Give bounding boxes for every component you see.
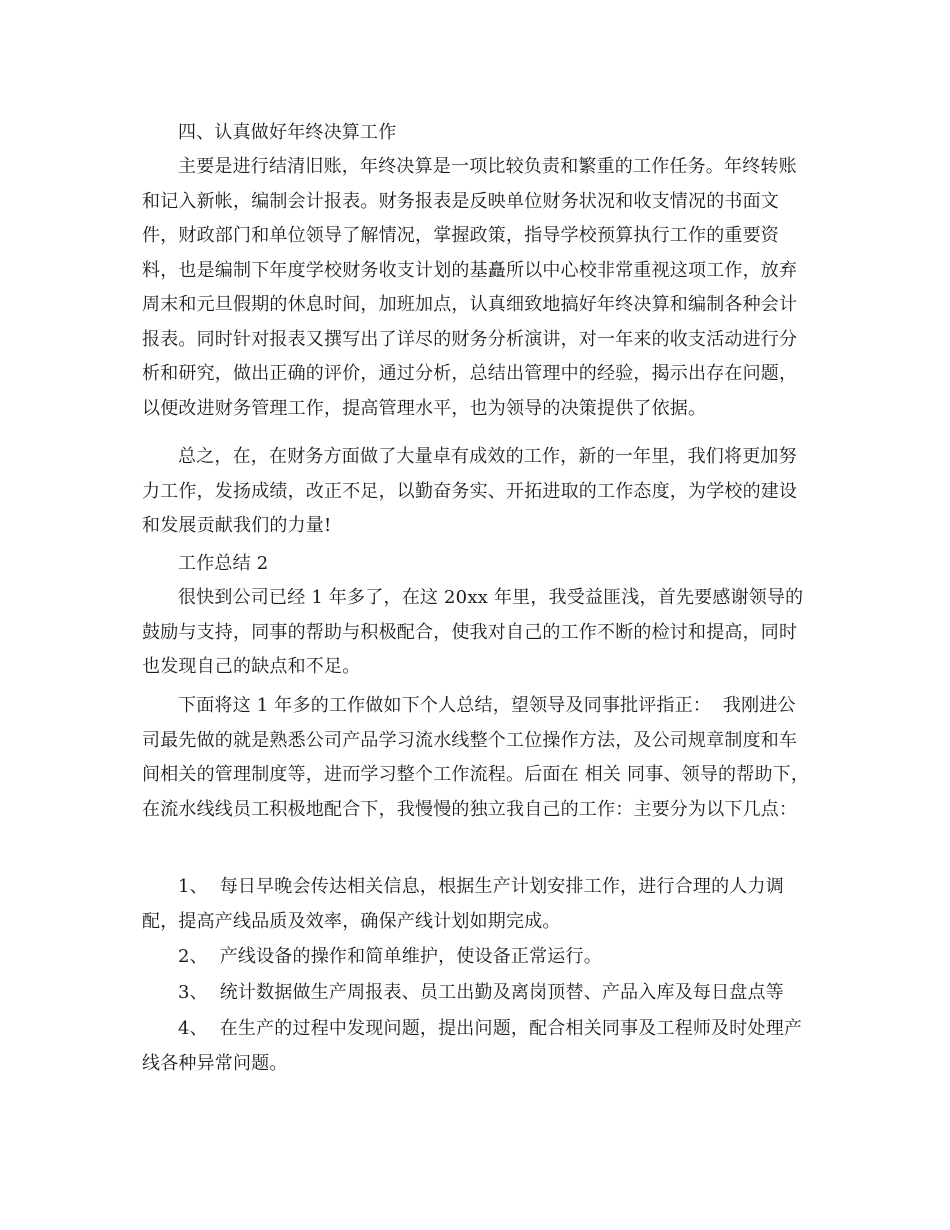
- work-summary-two-title: 工作总结 2: [178, 553, 269, 574]
- paragraph-conclusion: 总之，在，在财务方面做了大量卓有成效的工作，新的一年里，我们将更加努力工作，发扬成绩，改正不足，以勤奋务实、开拓进取的工作态度，为学校的建设和发展贡献我们的力量!: [142, 446, 798, 536]
- paragraph-year-end-settlement: 主要是进行结清旧账，年终决算是一项比较负责和繁重的工作任务。年终转账和记入新帐，编制会计报表。财务报表是反映单位财务状况和收支情况的书面文件，财政部门和单位领导了解情况，掌握政策，指导学校预算执行工作的重要资料，也是编制下年度学校财务收支计划的基矗所以中心校非常重视这项工作，放弃周末和元旦假期的休息时间，加班加点，认真细致地搞好年终决算和编制各种会计报表。同时针对报表又撰写出了详尽的财务分析演讲，对一年来的收支活动进行分析和研究，做出正确的评价，通过分析，总结出管理中的经验，揭示出存在问题，以便改进财务管理工作，提高管理水平，也为领导的决策提供了依据。: [142, 156, 798, 419]
- list-item-3: 3、 统计数据做生产周报表、员工出勤及离岗顶替、产品入库及每日盘点等: [178, 982, 784, 1003]
- list-item-4: 4、 在生产的过程中发现问题，提出问题，配合相关同事及工程师及时处理产线各种异常问题。: [142, 1018, 803, 1074]
- paragraph-work-overview: 下面将这 1 年多的工作做如下个人总结，望领导及同事批评指正： 我刚进公司最先做的就是熟悉公司产品学习流水线整个工位操作方法，及公司规章制度和车间相关的管理制度等，进而学习整个工作流程。后面在 相关 同事、领导的帮助下，在流水线线员工积极地配合下，我慢慢的独立我自己的工作：主要分为以下几点：: [142, 695, 810, 820]
- paragraph-introduction: 很快到公司已经 1 年多了，在这 20xx 年里，我受益匪浅，首先要感谢领导的鼓励与支持，同事的帮助与积极配合，使我对自己的工作不断的检讨和提高，同时也发现自己的缺点和不足。: [142, 587, 804, 677]
- section-four-heading: 四、认真做好年终决算工作: [178, 122, 397, 143]
- list-item-1: 1、 每日早晚会传达相关信息，根据生产计划安排工作，进行合理的人力调配，提高产线品质及效率，确保产线计划如期完成。: [142, 876, 784, 932]
- list-item-2: 2、 产线设备的操作和简单维护，使设备正常运行。: [178, 946, 602, 967]
